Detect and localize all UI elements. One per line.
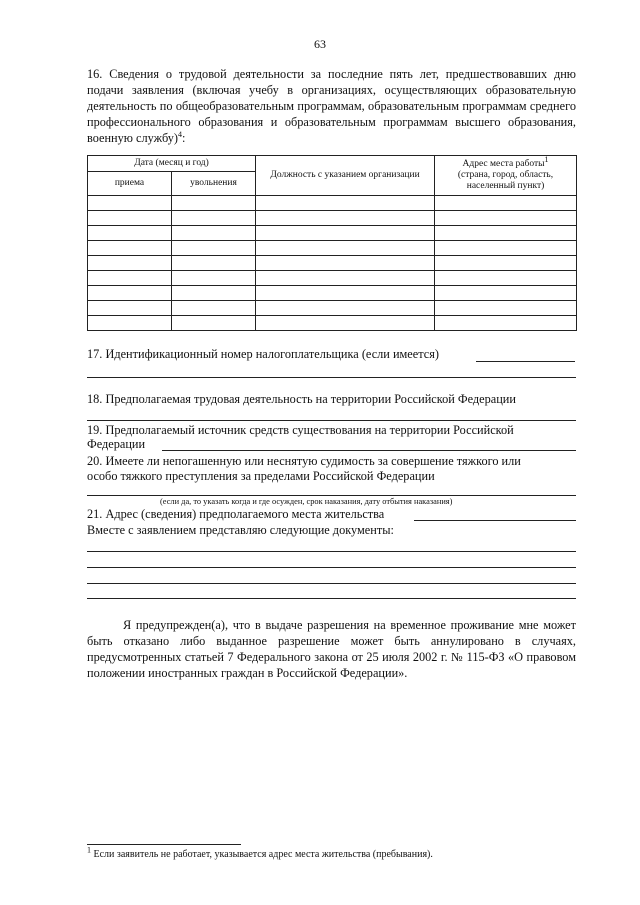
- item-21-address: 21. Адрес (сведения) предполагаемого места жительства: [87, 507, 385, 521]
- hire-date-cell[interactable]: [88, 286, 172, 301]
- dismissal-date-cell[interactable]: [172, 211, 256, 226]
- work-rows: [88, 196, 577, 331]
- position-cell[interactable]: [256, 316, 435, 331]
- dismissal-date-cell[interactable]: [172, 226, 256, 241]
- page-number: 63: [314, 37, 326, 51]
- work-address-cell[interactable]: [435, 211, 577, 226]
- table-row: [88, 301, 577, 316]
- address-header-note: (страна, город, область, населенный пункт): [457, 170, 554, 191]
- position-cell[interactable]: [256, 286, 435, 301]
- work-address-cell[interactable]: [435, 241, 577, 256]
- item-18-employment: 18. Предполагаемая трудовая деятельность на территории Российской Федерации: [87, 392, 516, 406]
- item-16-footnote-ref: 4: [178, 129, 182, 139]
- position-cell[interactable]: [256, 241, 435, 256]
- work-address-cell[interactable]: [435, 316, 577, 331]
- dismissal-date-cell[interactable]: [172, 271, 256, 286]
- work-address-cell[interactable]: [435, 256, 577, 271]
- warning-text: Я предупрежден(а), что в выдаче разрешения на временное проживание мне может быть отказано либо выданное разрешение может быть аннулировано в случаях, предусмотренных статьей 7 Федерального закона от 25 июля 2002 г. № 115-ФЗ «О правовом положении иностранных граждан в Российской Федерации».: [87, 618, 576, 680]
- item-17-inn: 17. Идентификационный номер налогоплательщика (если имеется): [87, 347, 439, 361]
- position-cell[interactable]: [256, 226, 435, 241]
- item-20-line1: 20. Имеете ли непогашенную или неснятую судимость за совершение тяжкого или: [87, 454, 521, 468]
- work-address-cell[interactable]: [435, 196, 577, 211]
- dismissal-header: увольнения: [172, 172, 256, 196]
- dismissal-date-cell[interactable]: [172, 301, 256, 316]
- footnote: [87, 845, 433, 860]
- documents-field-line-4[interactable]: [87, 598, 576, 599]
- position-cell[interactable]: [256, 271, 435, 286]
- item-20-hint: (если да, то указать когда и где осужден, срок наказания, дату отбытия наказания): [160, 497, 453, 506]
- position-cell[interactable]: [256, 196, 435, 211]
- work-address-cell[interactable]: [435, 286, 577, 301]
- conviction-field[interactable]: [87, 495, 576, 496]
- position-header: Должность с указанием организации: [256, 156, 435, 196]
- item-19-line2: Федерации: [87, 437, 146, 451]
- residence-address-field[interactable]: [414, 520, 576, 521]
- position-cell[interactable]: [256, 301, 435, 316]
- documents-field-line-2[interactable]: [87, 567, 576, 568]
- hire-date-cell[interactable]: [88, 271, 172, 286]
- work-address-cell[interactable]: [435, 271, 577, 286]
- item-16-work-history: [87, 66, 576, 146]
- dismissal-date-cell[interactable]: [172, 286, 256, 301]
- table-row: [88, 226, 577, 241]
- dismissal-date-cell[interactable]: [172, 316, 256, 331]
- documents-field-line-3[interactable]: [87, 583, 576, 584]
- warning-paragraph: [87, 617, 576, 681]
- employment-field[interactable]: [87, 420, 576, 421]
- footnote-text: Если заявитель не работает, указывается адрес места жительства (пребывания).: [91, 849, 433, 860]
- hire-date-cell[interactable]: [88, 256, 172, 271]
- hire-date-cell[interactable]: [88, 241, 172, 256]
- item-20-line2: особо тяжкого преступления за пределами Российской Федерации: [87, 469, 435, 483]
- hire-header: приема: [88, 172, 172, 196]
- dismissal-date-cell[interactable]: [172, 196, 256, 211]
- item-16-text: 16. Сведения о трудовой деятельности за последние пять лет, предшествовавших дню подачи заявления (включая учебу в организациях, осуществляющих образовательную деятельность по общеобразовательным программам, образовательным программам среднего профессионального образования и образовательным программам высшего образования, военную службу): [87, 67, 576, 145]
- hire-date-cell[interactable]: [88, 301, 172, 316]
- documents-field-line-1[interactable]: [87, 551, 576, 552]
- table-row: [88, 316, 577, 331]
- hire-date-cell[interactable]: [88, 226, 172, 241]
- date-header: Дата (месяц и год): [88, 156, 256, 172]
- income-source-field[interactable]: [162, 450, 576, 451]
- table-row: [88, 241, 577, 256]
- work-address-cell[interactable]: [435, 301, 577, 316]
- work-address-cell[interactable]: [435, 226, 577, 241]
- table-row: [88, 271, 577, 286]
- table-row: [88, 286, 577, 301]
- item-19-line1: 19. Предполагаемый источник средств существования на территории Российской: [87, 423, 514, 437]
- hire-date-cell[interactable]: [88, 211, 172, 226]
- table-row: [88, 256, 577, 271]
- inn-field-extra-line[interactable]: [87, 377, 576, 378]
- hire-date-cell[interactable]: [88, 196, 172, 211]
- hire-date-cell[interactable]: [88, 316, 172, 331]
- documents-label: Вместе с заявлением представляю следующие документы:: [87, 523, 394, 537]
- address-header: [435, 156, 577, 196]
- address-header-footnote-ref: 1: [544, 154, 549, 164]
- footnote-mark: 1: [87, 845, 91, 855]
- dismissal-date-cell[interactable]: [172, 241, 256, 256]
- footnote-separator: [87, 844, 241, 845]
- table-row: [88, 211, 577, 226]
- dismissal-date-cell[interactable]: [172, 256, 256, 271]
- work-history-table: [87, 155, 577, 331]
- table-row: [88, 196, 577, 211]
- item-16-colon: :: [182, 131, 186, 145]
- position-cell[interactable]: [256, 256, 435, 271]
- inn-field[interactable]: [476, 361, 575, 362]
- position-cell[interactable]: [256, 211, 435, 226]
- address-header-title: Адрес места работы: [462, 159, 545, 169]
